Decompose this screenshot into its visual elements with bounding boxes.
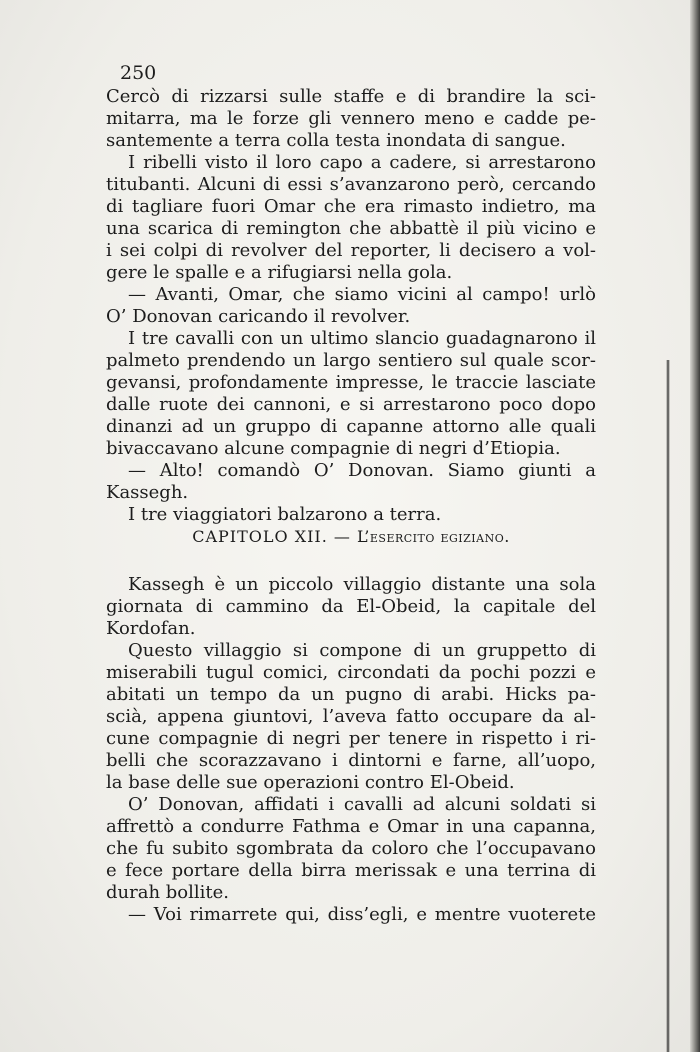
text-line: Cercò di rizzarsi sulle staffe e di brandire la sci-: [106, 86, 596, 107]
text-line: O’ Donovan caricando il revolver.: [106, 306, 411, 327]
text-line: miserabili tugul comici, circondati da pochi pozzi e: [106, 662, 596, 683]
text-line: che fu subito sgombrata da coloro che l’occupavano: [106, 838, 596, 859]
text-line: la base delle sue operazioni contro El-Obeid.: [106, 772, 515, 793]
text-line: gere le spalle e a rifugiarsi nella gola.: [106, 262, 453, 283]
text-line: O’ Donovan, affidati i cavalli ad alcuni soldati si: [128, 794, 596, 815]
text-line: scià, appena giuntovi, l’aveva fatto occupare da al-: [106, 706, 596, 727]
text-line: cune compagnie di negri per tenere in rispetto i ri-: [106, 728, 596, 749]
text-block-upper: [106, 86, 596, 526]
text-line: affrettò a condurre Fathma e Omar in una capanna,: [106, 816, 596, 837]
chapter-dash: —: [333, 527, 351, 546]
text-line: di tagliare fuori Omar che era rimasto indietro, ma: [106, 196, 596, 217]
chapter-heading: [106, 526, 596, 548]
page-fold-line: [666, 360, 670, 1052]
chapter-title: L’esercito egiziano.: [357, 527, 510, 546]
text-line: santemente a terra colla testa inondata di sangue.: [106, 130, 566, 151]
text-line: mitarra, ma le forze gli vennero meno e cadde pe-: [106, 108, 596, 129]
text-line: gevansi, profondamente impresse, le traccie lasciate: [106, 372, 596, 393]
text-line: durah bollite.: [106, 882, 230, 903]
text-line: Questo villaggio si compone di un gruppetto di: [128, 640, 596, 661]
text-line: dinanzi ad un gruppo di capanne attorno alle quali: [106, 416, 596, 437]
text-line: e fece portare della birra merissak e una terrina di: [106, 860, 596, 881]
text-line: una scarica di remington che abbattè il più vicino e: [106, 218, 596, 239]
text-line: abitati un tempo da un pugno di arabi. Hicks pa-: [106, 684, 596, 705]
text-line: Kassegh è un piccolo villaggio distante una sola: [128, 574, 596, 595]
text-line: giornata di cammino da El-Obeid, la capitale del: [106, 596, 596, 617]
text-line: belli che scorazzavano i dintorni e farne, all’uopo,: [106, 750, 596, 771]
text-line: — Alto! comandò O’ Donovan. Siamo giunti a: [128, 460, 596, 481]
page-number: 250: [120, 62, 157, 84]
chapter-number: CAPITOLO XII.: [192, 527, 328, 546]
text-line: I tre cavalli con un ultimo slancio guadagnarono il: [128, 328, 596, 349]
page-edge-shadow: [690, 0, 700, 1052]
text-line: i sei colpi di revolver del reporter, li decisero a vol-: [106, 240, 596, 261]
text-line: — Avanti, Omar, che siamo vicini al campo! urlò: [128, 284, 596, 305]
text-line: dalle ruote dei cannoni, e si arrestarono poco dopo: [106, 394, 596, 415]
text-line: Kassegh.: [106, 482, 189, 503]
text-line: palmeto prendendo un largo sentiero sul quale scor-: [106, 350, 596, 371]
text-line: bivaccavano alcune compagnie di negri d’Etiopia.: [106, 438, 561, 459]
text-line: I ribelli visto il loro capo a cadere, si arrestarono: [128, 152, 596, 173]
text-line: Kordofan.: [106, 618, 196, 639]
text-line: titubanti. Alcuni di essi s’avanzarono però, cercando: [106, 174, 596, 195]
text-line: I tre viaggiatori balzarono a terra.: [128, 504, 442, 525]
text-line: — Voi rimarrete qui, diss’egli, e mentre vuoterete: [128, 904, 596, 925]
text-block-lower: [106, 574, 596, 926]
